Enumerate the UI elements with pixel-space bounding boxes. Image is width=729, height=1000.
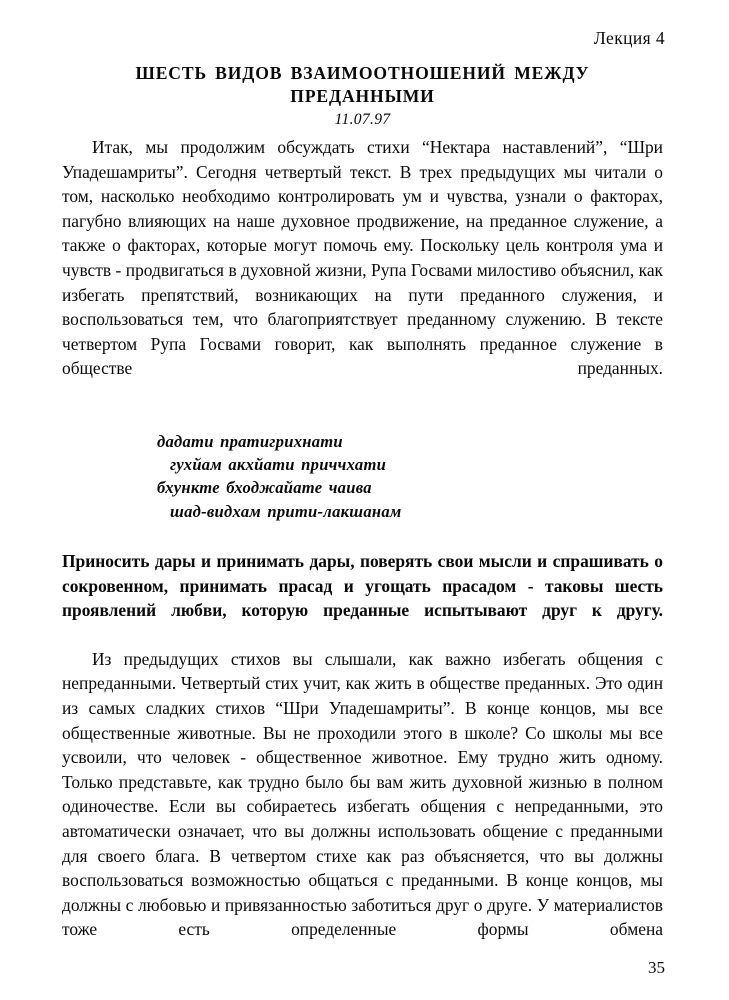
verse-line: дадати пратигрихнати — [157, 431, 343, 451]
title-block — [62, 62, 663, 129]
verse-translation: Приносить дары и принимать дары, поверять свои мысли и спрашивать о сокровенном, принимать прасад и угощать прасадом - таковы шесть проявлений любви, которую преданные испытывают друг к другу. — [62, 551, 663, 620]
paragraph-closing: Из предыдущих стихов вы слышали, как важно избегать общения с непреданными. Четвертый стих учит, как жить в обществе преданных. Это один из самых сладких стихов “Шри Упадешамриты”. В конце концов, мы все общественные животные. Вы не проходили этого в школе? Со школы мы все усвоили, что человек - общественное животное. Ему трудно жить одному. Только представьте, как трудно было бы вам жить духовной жизнью в полном одиночестве. Если вы собираетесь избегать общения с непреданными, это автоматически означает, что вы должны использовать общение с преданными для своего блага. В четвертом стихе как раз объясняется, что вы должны воспользоваться возможностью общаться с преданными. В конце концов, мы должны с любовью и привязанностью заботиться друг о друге. У материалистов тоже есть определенные формы обмена — [62, 648, 663, 940]
page-content-column — [62, 62, 663, 967]
page-number: 35 — [648, 958, 665, 977]
sanskrit-verse-block — [62, 430, 663, 524]
verse-line: бхункте бходжайате чаива — [157, 478, 372, 498]
verse-line: гухйам акхйати приччхати — [170, 454, 387, 474]
running-header-lecture-number: Лекция 4 — [593, 28, 665, 48]
lecture-date: 11.07.97 — [334, 111, 391, 129]
paragraph-intro: Итак, мы продолжим обсуждать стихи “Нектара наставлений”, “Шри Упадешамриты”. Сегодня четвертый текст. В трех предыдущих мы читали о том, насколько необходимо контролировать ум и чувства, узнали о факторах, пагубно влияющих на наше духовное продвижение, на преданное служение, а также о факторах, которые могут помочь ему. Поскольку цель контроля ума и чувств - продвигаться в духовной жизни, Рупа Госвами милостиво объяснил, как избегать препятствий, возникающих на пути преданного служения, и воспользоваться тем, что благоприятствует преданному служению. В тексте четвертом Рупа Госвами говорит, как выполнять преданное служение в обществе преданных. — [62, 137, 663, 379]
verse-line: шад-видхам прити-лакшанам — [170, 501, 402, 521]
page-title: ШЕСТЬ ВИДОВ ВЗАИМООТНОШЕНИЙ МЕЖДУ ПРЕДАННЫМИ — [135, 63, 590, 106]
